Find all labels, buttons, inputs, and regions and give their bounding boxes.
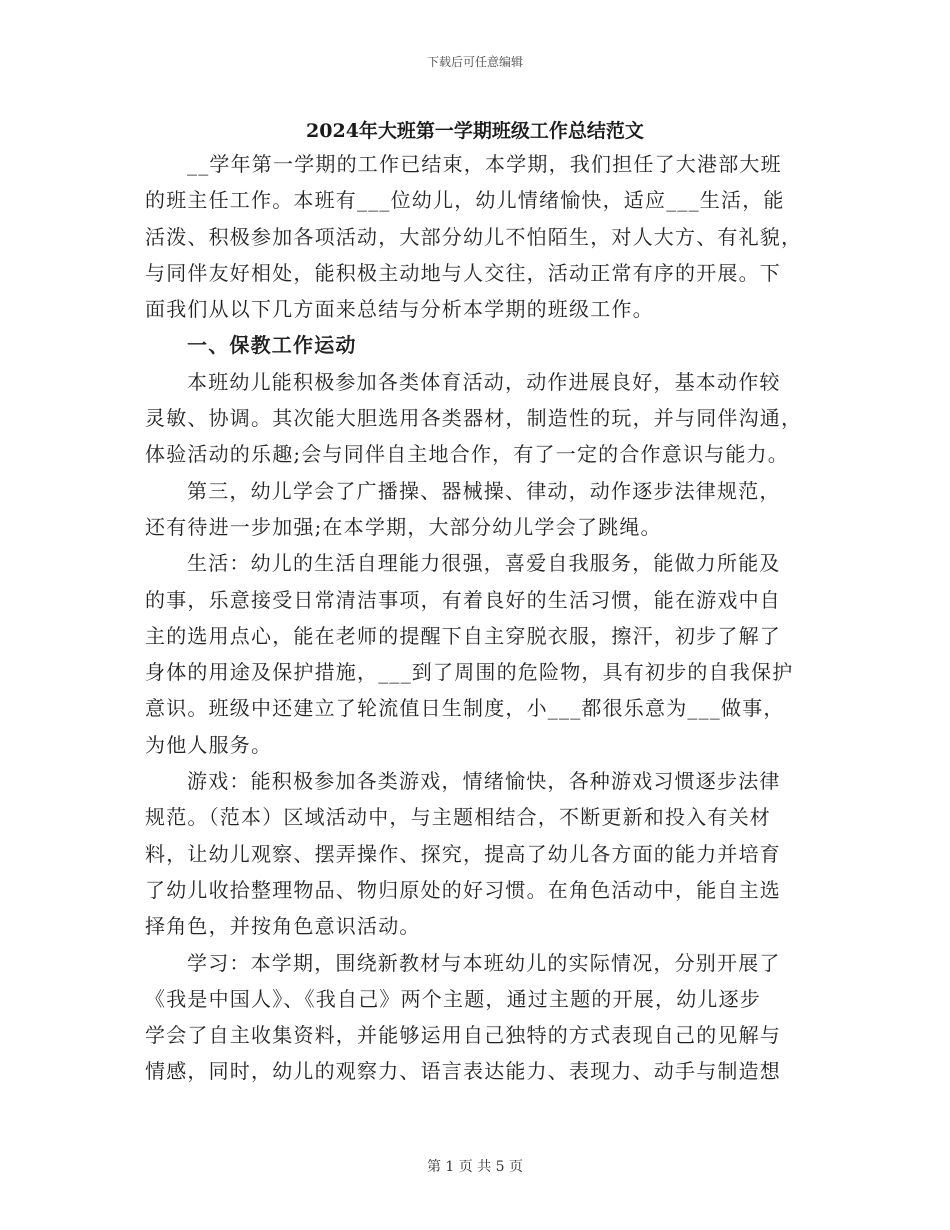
paragraph-line: 规范。（范本）区域活动中，与主题相结合，不断更新和投入有关材 bbox=[145, 805, 771, 830]
paragraph-line: 意识。班级中还建立了轮流值日生制度，小___都很乐意为___做事， bbox=[145, 696, 785, 721]
paragraph-line: 择角色，并按角色意识活动。 bbox=[145, 914, 421, 939]
document-body bbox=[145, 146, 805, 1090]
paragraph-line: 身体的用途及保护措施，___到了周围的危险物，具有初步的自我保护 bbox=[145, 660, 794, 685]
header-note: 下载后可任意编辑 bbox=[426, 55, 523, 69]
paragraph-line: __学年第一学期的工作已结束，本学期，我们担任了大港部大班 bbox=[187, 152, 782, 176]
paragraph-line: 主的选用点心，能在老师的提醒下自主穿脱衣服，擦汗，初步了解了 bbox=[145, 623, 781, 648]
paragraph-line: 料，让幼儿观察、摆弄操作、探究，提高了幼儿各方面的能力并培育 bbox=[145, 841, 781, 866]
paragraph-line: 学会了自主收集资料，并能够运用自己独特的方式表现自己的见解与 bbox=[145, 1023, 781, 1048]
paragraph-line: 游戏：能积极参加各类游戏，情绪愉快，各种游戏习惯逐步法律 bbox=[187, 769, 781, 794]
paragraph-line: 情感，同时，幼儿的观察力、语言表达能力、表现力、动手与制造想 bbox=[145, 1059, 781, 1084]
paragraph-line: 第三，幼儿学会了广播操、器械操、律动，动作逐步法律规范， bbox=[187, 478, 781, 503]
paragraph-line: 的事，乐意接受日常清洁事项，有着良好的生活习惯，能在游戏中自 bbox=[145, 587, 781, 612]
paragraph-line: 灵敏、协调。其次能大胆选用各类器材，制造性的玩，并与同伴沟通， bbox=[145, 406, 803, 431]
section-heading: 一、保教工作运动 bbox=[187, 333, 357, 358]
paragraph-line: 体验活动的乐趣;会与同伴自主地合作，有了一定的合作意识与能力。 bbox=[145, 442, 789, 467]
paragraph-line: 学习：本学期，围绕新教材与本班幼儿的实际情况，分别开展了 bbox=[187, 950, 781, 975]
document-title: 2024年大班第一学期班级工作总结范文 bbox=[306, 120, 644, 142]
paragraph-line: 《我是中国人》、《我自己》两个主题，通过主题的开展，幼儿逐步 bbox=[145, 986, 761, 1011]
paragraph-line: 生活：幼儿的生活自理能力很强，喜爱自我服务，能做力所能及 bbox=[187, 551, 781, 576]
paragraph-line: 与同伴友好相处，能积极主动地与人交往，活动正常有序的开展。下 bbox=[145, 260, 781, 285]
paragraph-line: 还有待进一步加强;在本学期，大部分幼儿学会了跳绳。 bbox=[145, 514, 662, 539]
paragraph-line: 面我们从以下几方面来总结与分析本学期的班级工作。 bbox=[145, 297, 654, 322]
paragraph-line: 的班主任工作。本班有___位幼儿，幼儿情绪愉快，适应___生活，能 bbox=[145, 188, 785, 213]
paragraph-line: 本班幼儿能积极参加各类体育活动，动作进展良好，基本动作较 bbox=[187, 369, 781, 394]
paragraph-line: 为他人服务。 bbox=[145, 732, 273, 757]
paragraph-line: 活泼、积极参加各项活动，大部分幼儿不怕陌生，对人大方、有礼貌， bbox=[145, 224, 803, 249]
page-number: 第 1 页 共 5 页 bbox=[426, 1159, 524, 1175]
paragraph-line: 了幼儿收拾整理物品、物归原处的好习惯。在角色活动中，能自主选 bbox=[145, 877, 781, 902]
